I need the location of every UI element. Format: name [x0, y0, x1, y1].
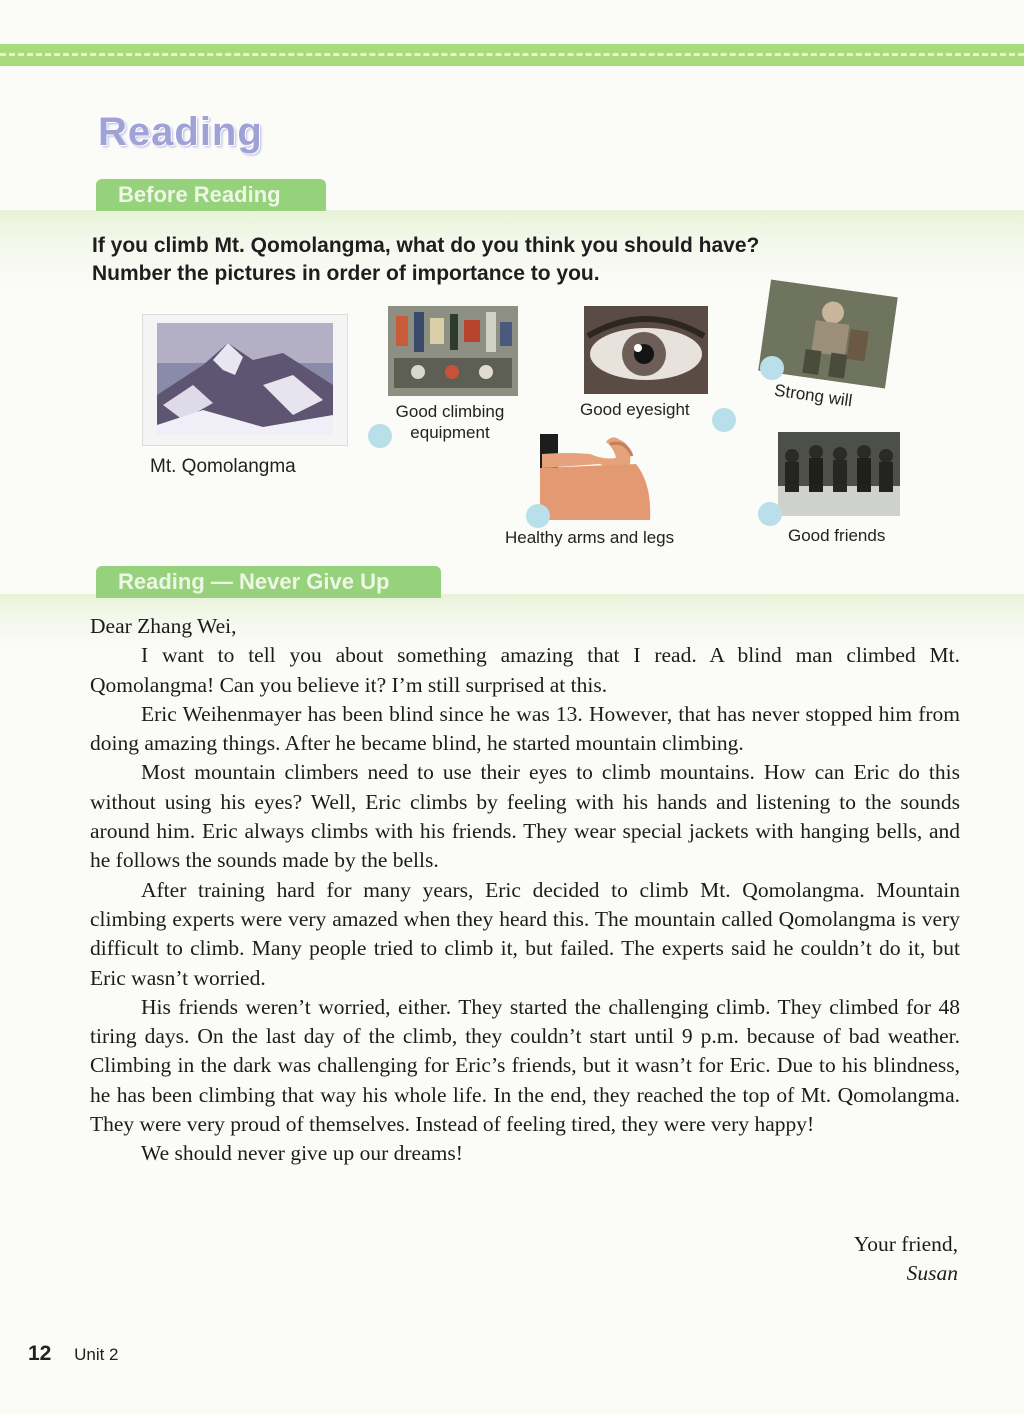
letter-paragraph-1: I want to tell you about something amazing that I read. A blind man climbed Mt. Qomolangma! Can you believe it? I’m still surprised at this. [90, 643, 960, 697]
page-footer [28, 1342, 119, 1366]
arms-number-circle[interactable] [526, 504, 550, 528]
letter-closing: Your friend, [853, 1232, 958, 1256]
equipment-number-circle[interactable] [368, 424, 392, 448]
instructions [92, 232, 759, 288]
friends-number-circle[interactable] [758, 502, 782, 526]
equipment-caption [378, 401, 522, 443]
letter-signature: Susan [906, 1261, 958, 1286]
letter-paragraph-3: Most mountain climbers need to use their eyes to climb mountains. How can Eric do this without using his eyes? Well, Eric climbs by feeling with his hands and listening to the sounds around him. Eric always climbs with his friends. They wear special jackets with hanging bells, and he follows the sounds made by the bells. [90, 760, 960, 873]
eyesight-caption: Good eyesight [580, 400, 690, 419]
letter-paragraph-6: We should never give up our dreams! [141, 1141, 463, 1166]
letter-paragraph-5: His friends weren’t worried, either. They started the challenging climb. They climbed for 48 tiring days. On the last day of the climb, they couldn’t start until 9 p.m. because of bad weather. Climbing in the dark was challenging for Eric’s friends, but it wasn’t for Eric. Due to his blindness, he has been climbing that way his whole life. In the end, they reached the top of Mt. Qomolangma. They were very proud of themselves. Instead of feeling tired, they were very happy! [90, 994, 960, 1137]
unit-label: Unit 2 [74, 1345, 119, 1364]
before-reading-tab: Before Reading [96, 179, 326, 211]
letter-signoff [854, 1230, 958, 1289]
reading-tab: Reading — Never Give Up [96, 566, 441, 598]
arm-picture [540, 434, 654, 520]
letter-paragraph-4: After training hard for many years, Eric decided to climb Mt. Qomolangma. Mountain climbing experts were very amazed when they heard this. The mountain called Qomolangma is very difficult to climb. Many people tried to climb it, but failed. The experts said he couldn’t do it, but Eric wasn’t worried. [90, 877, 960, 990]
section-title: Reading [98, 110, 263, 154]
letter-body [90, 612, 960, 1169]
instruction-line-1: If you climb Mt. Qomolangma, what do you think you should have? [92, 234, 760, 257]
equipment-picture [388, 306, 518, 396]
friends-picture [778, 432, 900, 516]
friends-caption: Good friends [788, 526, 886, 545]
eye-picture [584, 306, 708, 394]
instruction-line-2: Number the pictures in order of importance to you. [92, 262, 600, 285]
will-number-circle[interactable] [760, 356, 784, 380]
will-caption: Strong will [773, 380, 854, 411]
page-number: 12 [28, 1342, 52, 1365]
letter-paragraph-2: Eric Weihenmayer has been blind since he was 13. However, that has never stopped him from doing amazing things. After he became blind, he started mountain climbing. [90, 701, 960, 756]
mountain-caption: Mt. Qomolangma [150, 456, 296, 477]
letter-greeting: Dear Zhang Wei, [90, 614, 237, 638]
arms-caption: Healthy arms and legs [505, 528, 675, 547]
top-stripe-dashes [0, 53, 1024, 56]
equipment-caption-line-1: Good climbing [395, 402, 505, 421]
equipment-caption-line-2: equipment [410, 423, 490, 442]
mountain-picture [142, 314, 348, 446]
eyesight-number-circle[interactable] [712, 408, 736, 432]
